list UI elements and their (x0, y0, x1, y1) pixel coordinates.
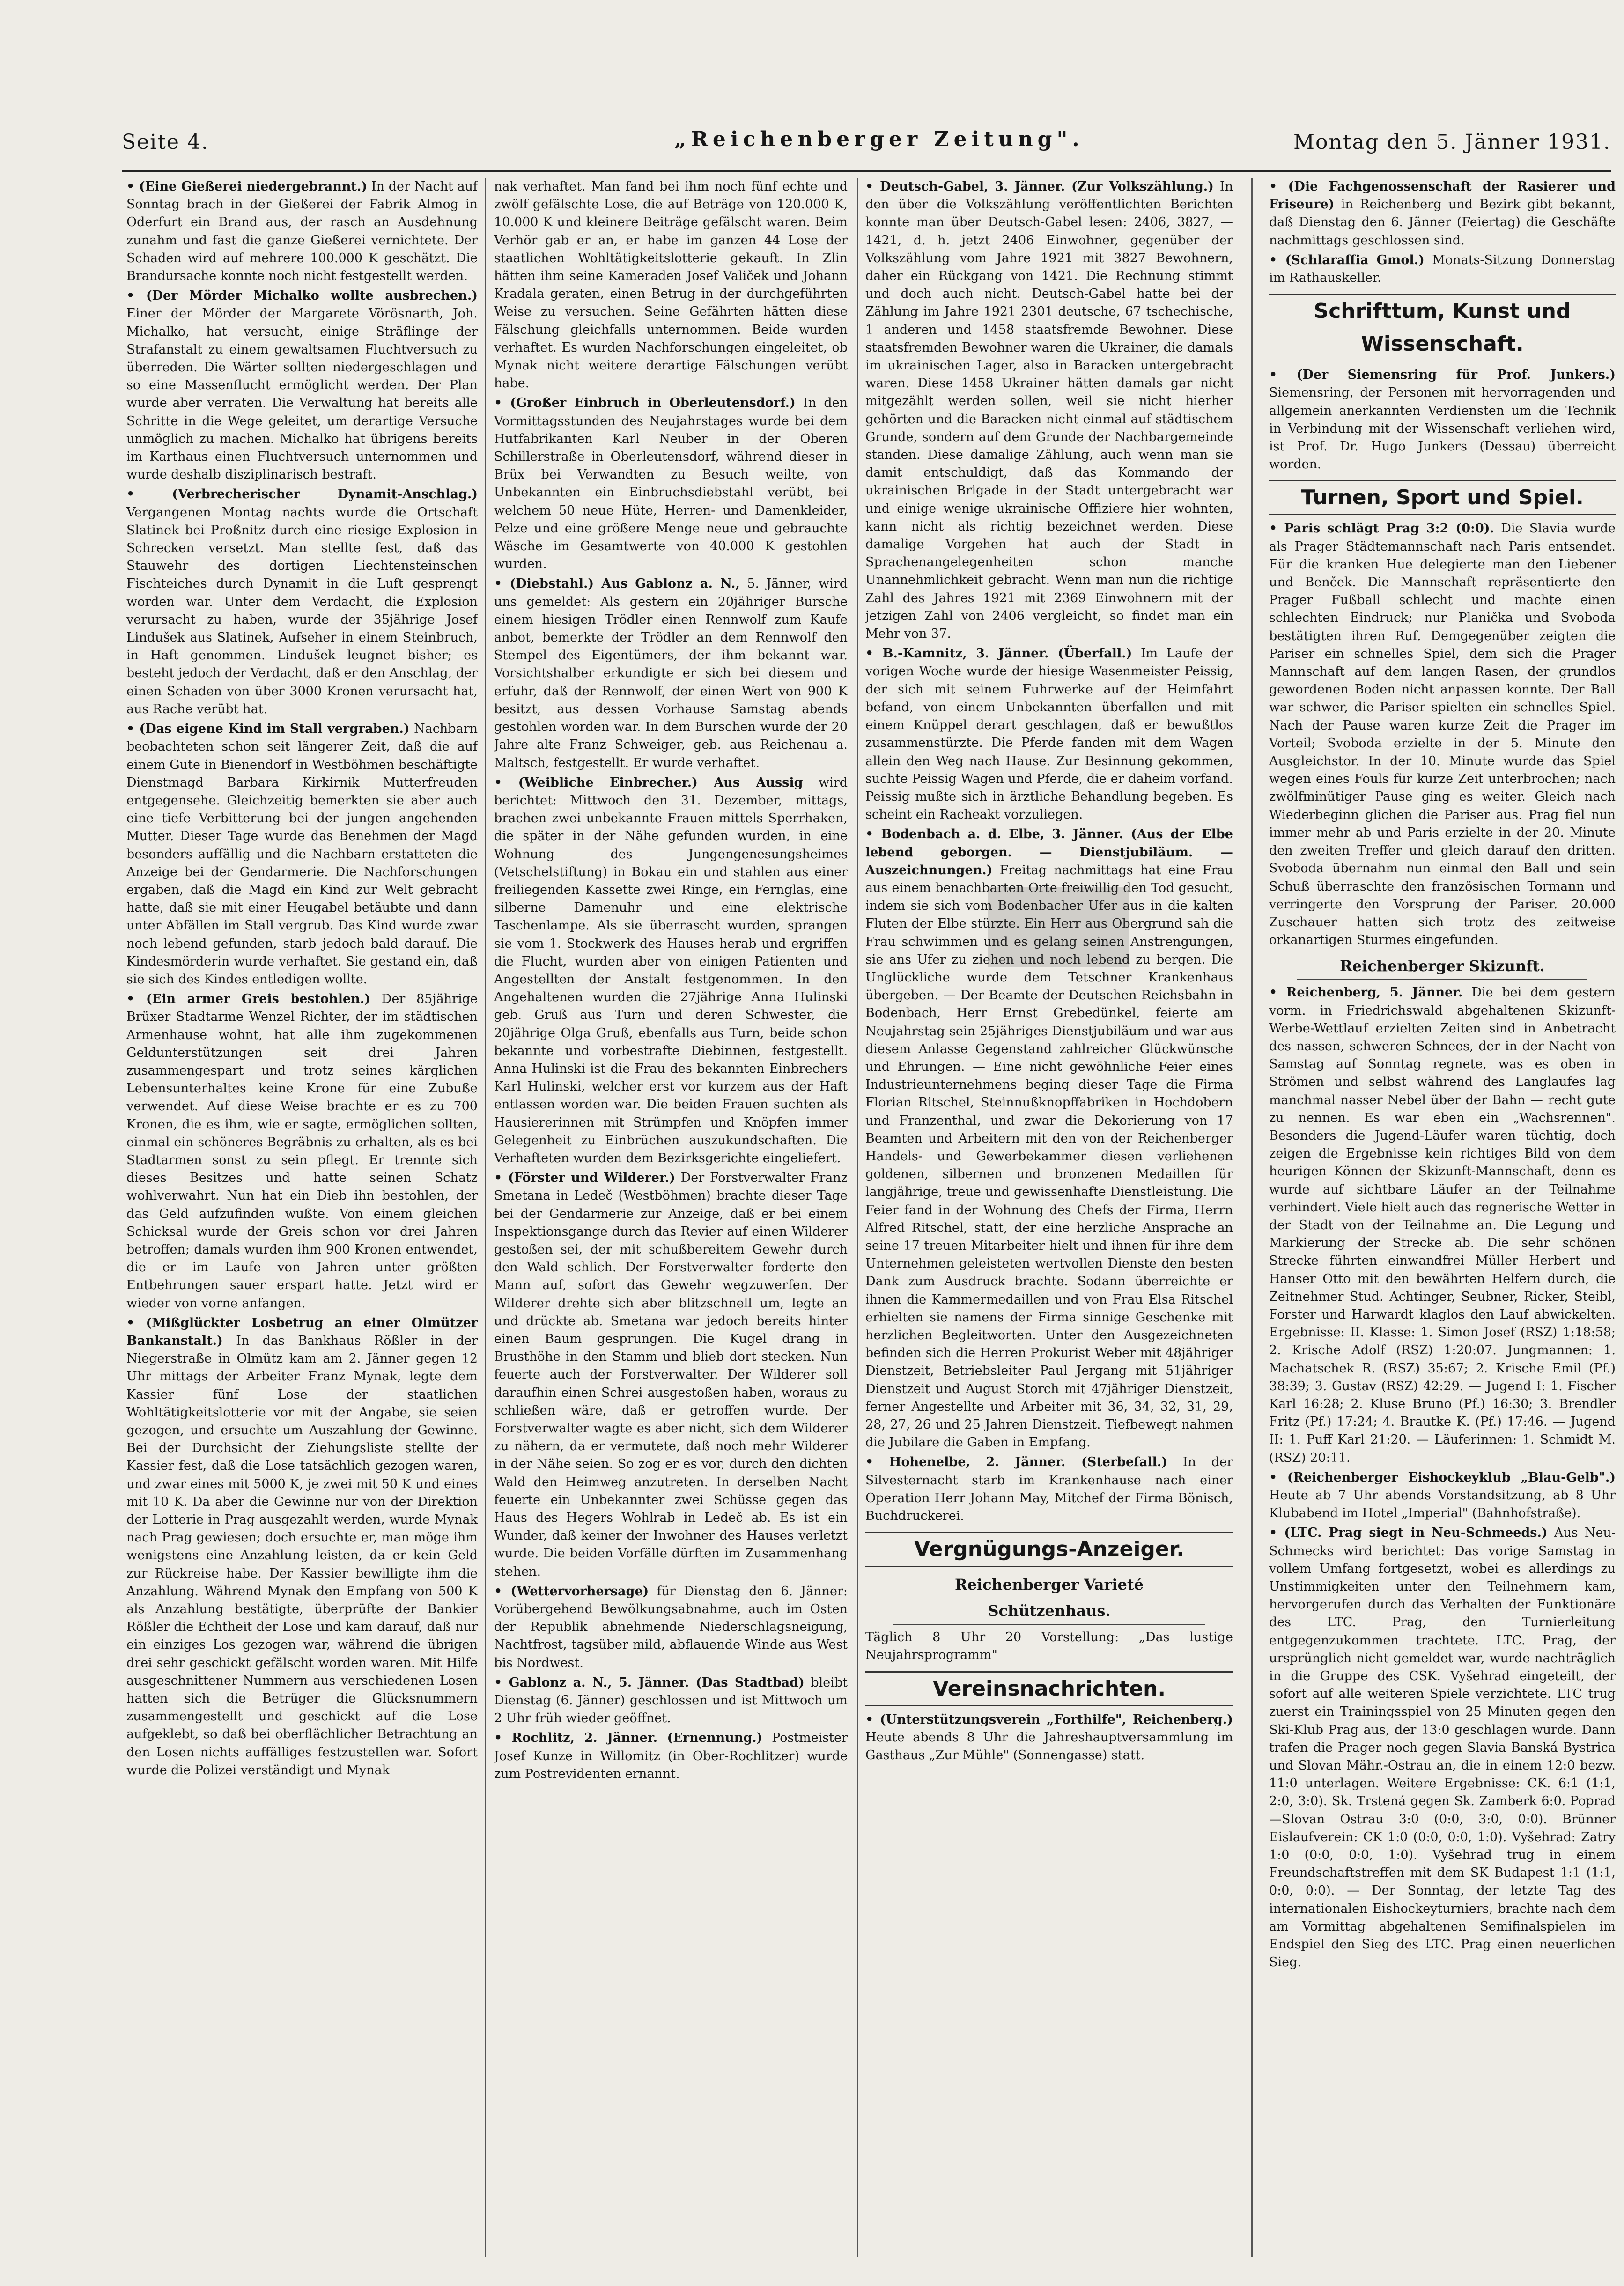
article (494, 774, 848, 1167)
article (494, 1583, 848, 1672)
article-headline: Rochlitz, 2. Jänner. (Ernennung.) (511, 1731, 763, 1746)
article-body: Täglich 8 Uhr 20 Vorstellung: „Das lustige Neujahrsprogramm" (865, 1630, 1233, 1663)
article (126, 720, 478, 988)
article-body: Die Slavia wurde als Prager Städtemannschaft nach Paris entsendet. Für die kranken Hue delegierte man den Liebener und Benček. Die Mannschaft repräsentierte den Prager Fußball schlecht und machte einen schlechten Eindruck; nur Planička und Svoboda bestätigten ihren Ruf. Demgegenüber zeigten die Pariser ein schnelles Spiel, dem sich die Prager Mannschaft auf dem langen Rasen, der grundlos gewordenen Boden nicht anpassen konnte. Der Ball war schwer, die Pariser spielten ein schnelles Spiel. Nach der Pause waren kurze Zeit die Prager im Vorteil; Svoboda erzielte in der 5. Minute den Ausgleichstor. In der 10. Minute wurde das Spiel wegen eines Fouls für kurze Zeit unterbrochen; nach zwölfminütiger Pause ging es weiter. Gleich nach Wiederbeginn glichen die Pariser aus. Prag fiel nun immer mehr ab und Paris erzielte in der 20. Minute den zweiten Treffer und gleich darauf den dritten. Svoboda übernahm nun einmal den Ball und sein Schuß überraschte den französischen Tormann und verringerte den Vorsprung der Pariser. 20.000 Zuschauer hatten sich trotz des zeitweise orkanartigen Sturmes eingefunden. (1269, 521, 1616, 948)
column-divider (1251, 178, 1253, 2257)
article (126, 990, 478, 1313)
article-body: 5. Jänner, wird uns gemeldet: Als gestern ein 20jähriger Bursche einem hiesigen Trödler einen Rennwolf zum Kaufe anbot, bemerkte der Trödler an dem Rennwolf den Stempel des Eigentümers, der ihm bekannt war. Vorsichtshalber erkundigte er sich bei diesem und erfuhr, daß der Rennwolf, der einen Wert von 900 K besitzt, aus dessen Vorhause Samstag abends gestohlen worden war. In dem Burschen wurde der 20 Jahre alte Franz Schweiger, geb. aus Reichenau a. Maltsch, festgestellt. Er wurde verhaftet. (494, 576, 848, 770)
article-headline: (Eine Gießerei niedergebrannt.) (139, 179, 368, 194)
article (865, 1629, 1233, 1664)
article (494, 1674, 848, 1728)
section-heading: Turnen, Sport und Spiel. (1269, 480, 1616, 515)
article-bullet: • (865, 1455, 889, 1470)
article-bullet: • (494, 775, 518, 790)
article-headline: (Verbrecherischer Dynamit-Anschlag.) (172, 487, 478, 502)
article-headline: (Ein armer Greis bestohlen.) (146, 992, 370, 1007)
article-bullet: • (865, 646, 883, 661)
article (126, 178, 478, 285)
article-bullet: • (1269, 1470, 1287, 1485)
article (1269, 520, 1616, 949)
article-headline: (Der Mörder Michalko wollte ausbrechen.) (146, 288, 478, 303)
article-headline: (Mißglückter Losbetrug an einer Olmützer Bankanstalt.) (126, 1315, 478, 1348)
article-headline: (Diebstahl.) Aus Gablonz a. N., (509, 576, 740, 591)
article (1269, 178, 1616, 250)
article-body: In der Silvesternacht starb im Krankenhause nach einer Operation Herr Johann May, Mitchef der Firma Bönisch, Buchdruckerei. (865, 1455, 1233, 1524)
article-headline: (LTC. Prag siegt in Neu-Schmeeds.) (1284, 1526, 1548, 1541)
section-heading: Vereinsnachrichten. (865, 1671, 1233, 1706)
article-body: In den Vormittagsstunden des Neujahrstages wurde bei dem Hutfabrikanten Karl Neuber in der Oberen Schillerstraße in Oberleutensdorf, während dieser in Brüx bei Verwandten zu Besuch weilte, von Unbekannten ein Einbruchsdiebstahl verübt, bei welchem 50 neue Hüte, Herren- und Damenkleider, Pelze und eine größere Menge neue und gebrauchte Wäsche im Gesamtwerte von 40.000 K gestohlen wurden. (494, 396, 848, 572)
page-header (122, 125, 1611, 163)
article-body: Heute abends 8 Uhr die Jahreshauptversammlung im Gasthaus „Zur Mühle" (Sonnengasse) statt. (865, 1730, 1233, 1763)
article (1269, 251, 1616, 287)
column-3 (865, 178, 1233, 2257)
article (494, 1729, 848, 1783)
article-body: in Reichenberg und Bezirk gibt bekannt, daß Dienstag den 6. Jänner (Feiertag) die Geschäfte nachmittags geschlossen sind. (1269, 197, 1616, 248)
article-bullet: • (494, 1731, 512, 1746)
article-bullet: • (494, 396, 510, 411)
article-bullet: • (126, 288, 146, 303)
article-body: Einer der Mörder der Margarete Vörösnarth, Joh. Michalko, hat versucht, einige Sträflinge der Strafanstalt zu einem gewaltsamen Fluchtversuch zu überreden. Die Wärter sollten niedergeschlagen und so eine Massenflucht ermöglicht werden. Der Plan wurde aber verraten. Die Verwaltung hat bereits alle Schritte in die Wege geleitet, um derartige Versuche unmöglich zu machen. Michalko hat übrigens bereits im Karthaus einen Fluchtversuch unternommen und wurde deshalb disziplinarisch bestraft. (126, 306, 478, 482)
article-bullet: • (494, 1584, 511, 1599)
issue-date: Montag den 5. Jänner 1931. (1293, 130, 1611, 154)
article-headline: Paris schlägt Prag 3:2 (0:0). (1284, 521, 1494, 536)
article (865, 1711, 1233, 1765)
newspaper-title: „Reichenberger Zeitung". (674, 127, 1084, 151)
article (494, 575, 848, 772)
article (126, 287, 478, 484)
article-headline: (Der Siemensring für Prof. Junkers.) (1296, 368, 1616, 383)
article-headline: Gablonz a. N., 5. Jänner. (Das Stadtbad) (509, 1675, 805, 1690)
article-headline: (Weibliche Einbrecher.) Aus Aussig (518, 775, 803, 790)
column-divider (485, 178, 486, 2257)
article (126, 1314, 478, 1779)
article (1269, 366, 1616, 473)
article (865, 645, 1233, 824)
article-headline: (Unterstützungsverein „Forthilfe", Reichenberg.) (879, 1712, 1233, 1727)
article-body: In das Bankhaus Rößler in der Niegerstraße in Olmütz kam am 2. Jänner gegen 12 Uhr mittags der Arbeiter Franz Mynak, legte dem Kassier fünf Lose der staatlichen Wohltätigkeitslotterie vor mit der Angabe, sie seien gezogen, und ersuchte um Auszahlung der Gewinne. Bei der Durchsicht der Ziehungsliste stellte der Kassier fest, daß die Lose tatsächlich gezogen waren, und zwar eines mit 5000 K, je zwei mit 50 K und eines mit 10 K. Da aber die Gewinne nur von der Direktion der Lotterie in Prag ausgezahlt werden, wurde Mynak nach Prag gewiesen; doch ersuchte er, man möge ihm wenigstens eine Anzahlung leisten, da er kein Geld zur Rückreise habe. Der Kassier bewilligte ihm die Anzahlung. Während Mynak den Empfang von 500 K als Anzahlung bestätigte, überprüfte der Bankier Rößler die Echtheit der Lose und kam darauf, daß nur ein einziges Los gezogen war, während die übrigen drei sehr geschickt gefälscht worden waren. Mit Hilfe ausgeschnittener Nummern aus verschiedenen Losen hatten sich die Betrüger die Glücksnummern zusammengestellt und geschickt auf die Lose aufgeklebt, so daß bei oberflächlicher Betrachtung an den Losen nichts auffälliges festzustellen war. Sofort wurde die Polizei verständigt und Mynak (126, 1334, 478, 1777)
article (494, 394, 848, 573)
section-heading: Schrifttum, Kunst und Wissenschaft. (1269, 294, 1616, 361)
article-body: Nachbarn beobachteten schon seit längerer Zeit, daß die auf einem Gute in Bienendorf in Westböhmen beschäftigte Dienstmagd Barbara Kirkirnik Mutterfreuden entgegensehe. Gleichzeitig bemerkten sie aber auch eine tiefe Verbitterung bei der jungen angehenden Mutter. Dieser Tage wurde das Benehmen der Magd besonders auffällig und die Nachbarn erstatteten die Anzeige bei der Gendarmerie. Die Nachforschungen ergaben, daß die Magd ein Kind zur Welt gebracht hatte, daß sie mit einer Heugabel betäubte und dann unter Abfällen im Stall vergrub. Das Kind wurde zwar noch lebend gefunden, starb jedoch bald darauf. Die Kindesmörderin wurde verhaftet. Sie gestand ein, daß sie sich des Kindes entledigen wollte. (126, 722, 478, 987)
page-number: Seite 4. (122, 130, 209, 154)
article-headline: (Förster und Wilderer.) (508, 1171, 675, 1186)
column-2 (494, 178, 848, 2257)
article-headline: (Das eigene Kind im Stall vergraben.) (139, 722, 410, 737)
article-headline: Deutsch-Gabel, 3. Jänner. (Zur Volkszählung.) (880, 179, 1214, 194)
article-bullet: • (126, 487, 172, 502)
header-rule (122, 170, 1611, 172)
article-body: In der Nacht auf Sonntag brach in der Gießerei der Fabrik Almog in Oderfurt ein Brand aus, der rasch an Ausdehnung zunahm und fast die ganze Gießerei vernichtete. Der Schaden wird auf mehrere 100.000 K geschätzt. Die Brandursache konnte noch nicht festgestellt werden. (126, 179, 478, 284)
article (1269, 1469, 1616, 1523)
article-body: Monats-Sitzung Donnerstag im Rathauskeller. (1269, 252, 1616, 286)
article-headline: (Großer Einbruch in Oberleutensdorf.) (510, 396, 796, 411)
article-headline: Reichenberg, 5. Jänner. (1286, 985, 1463, 1000)
article-body: Der 85jährige Brüxer Stadtarme Wenzel Richter, der im städtischen Armenhause wohnt, hat alle ihm zugekommenen Geldunterstützungen seit drei Jahren zusammengespart und trotz seines kärglichen Lebensunterhaltes keine Krone für eine Zubuße verwendet. Auf diese Weise brachte er es zu 700 Kronen, die es ihm, wie er sagte, ermöglichen sollten, einmal ein schöneres Begräbnis zu erhalten, als es bei Stadtarmen sonst zu sein pflegt. Er trennte sich dieses Besitzes und hatte seinen Schatz wohlverwahrt. Nun hat ein Dieb ihn bestohlen, der das Geld aufzufinden wußte. Von einem gleichen Schicksal wurde der Greis schon vor drei Jahren betroffen; damals wurden ihm 900 Kronen entwendet, die er im Laufe von Jahren unter größten Entbehrungen sauer erspart hatte. Jetzt wird er wieder von vorne anfangen. (126, 992, 478, 1311)
article-body: Die bei dem gestern vorm. in Friedrichswald abgehaltenen Skizunft-Werbe-Wettlauf erzielten Zeiten sind in Anbetracht des nassen, schweren Schnees, der in der Nacht von Samstag auf Sonntag regnete, was es oben in Strömen und selbst während des Langlaufes lag manchmal nasser Nebel über der Bahn — recht gute zu nennen. Es war eben ein „Wachsrennen". Besonders die Jugend-Läufer waren tüchtig, doch zeigen die Ergebnisse kein richtiges Bild von dem heurigen Können der Skizunft-Mannschaft, denn es wurde auf sichtbare Läufer an der Teilnahme verhindert. Viele hielt auch das regnerische Wetter in der Stadt von der Teilnahme an. Die Legung und Markierung der Strecke ab. Die sehr schönen Strecke führten einwandfrei Müller Herbert und Hanser Otto mit den bewährten Helfern durch, die Zeitnehmer Stud. Achtinger, Seubner, Ricker, Steibl, Forster und Harwardt klaglos den Lauf abwickelten. Ergebnisse: II. Klasse: 1. Simon Josef (RSZ) 1:18:58; 2. Krische Adolf (RSZ) 1:20:07. Jungmannen: 1. Machatschek R. (RSZ) 35:67; 2. Krische Emil (Pf.) 38:39; 3. Gustav (RSZ) 42:29. — Jugend I: 1. Fischer Karl 16:28; 2. Kluse Bruno (Pf.) 16:30; 3. Brendler Fritz (Pf.) 17:24; 4. Brautke K. (Pf.) 17:46. — Jugend II: 1. Puff Karl 21:20. — Läuferinnen: 1. Schmidt M. (RSZ) 20:11. (1269, 985, 1616, 1465)
article-bullet: • (1269, 521, 1284, 536)
article-body: Freitag nachmittags hat eine Frau aus einem benachbarten Orte freiwillig den Tod gesucht, indem sie sich vom Bodenbacher Ufer aus in die kalten Fluten der Elbe stürzte. Ein Herr aus Obergrund sah die Frau schwimmen und es gelang seinen Anstrengungen, sie ans Ufer zu ziehen und noch lebend zu bergen. Die Unglückliche wurde dem Tetschner Krankenhaus übergeben. — Der Beamte der Deutschen Reichsbahn in Bodenbach, Herr Ernst Grebedünkel, feierte am Neujahrstag sein 25jähriges Dienstjubiläum und war aus diesem Anlasse Gegenstand zahlreicher Glückwünsche und Ehrungen. — Eine nicht gewöhnliche Feier eines Industrieunternehmens beging dieser Tage die Firma Florian Ritschel, Steinnußknopffabriken in Hochdobern und Franzenthal, und zwar die Dekorierung von 17 Beamten und Arbeitern mit den von der Reichenberger Handels- und Gewerbekammer diesen verliehenen goldenen, silbernen und bronzenen Medaillen für langjährige, treue und gewissenhafte Dienstleistung. Die Feier fand in der Wohnung des Chefs der Firma, Herrn Alfred Ritschel, statt, der eine herzliche Ansprache an seine 17 treuen Mitarbeiter hielt und ihnen für ihre dem Unternehmen geleisteten wertvollen Dienste den besten Dank zum Ausdruck brachte. Sodann überreichte er ihnen die Kammermedaillen und von Frau Elsa Ritschel erhielten sie namens der Firma sinnige Geschenke mit herzlichen Begleitworten. Unter den Ausgezeichneten befinden sich die Herren Prokurist Weber mit 48jähriger Dienstzeit, Betriebsleiter Paul Jergang mit 51jähriger Dienstzeit und August Storch mit 47jähriger Dienstzeit, ferner Angestellte und Arbeiter mit 36, 34, 32, 31, 29, 28, 27, 26 und 25 Jahren Dienstzeit. Tiefbewegt nahmen die Jubilare die Gaben in Empfang. (865, 863, 1233, 1450)
article-bullet: • (126, 1315, 146, 1330)
article (494, 178, 848, 392)
article-headline: (Wettervorhersage) (510, 1584, 649, 1599)
article-body: nak verhaftet. Man fand bei ihm noch fünf echte und zwölf gefälschte Lose, die auf Beträge von 120.000 K, 10.000 K und kleinere Beiträge gefälscht waren. Beim Verhör gab er an, er habe im ganzen 44 Lose der staatlichen Wohltätigkeitslotterie gekauft. In Zlin hätten ihm seine Kameraden Josef Valiček und Johann Kradala geraten, einen Betrug in der durchgeführten Weise zu versuchen. Seine Gefährten hätten diese Fälschung gleichfalls unternommen. Beide wurden verhaftet. Es wurden Nachforschungen eingeleitet, ob Mynak nicht weitere derartige Fälschungen verübt habe. (494, 179, 848, 391)
column-4 (1269, 178, 1616, 2257)
article-body: bleibt Dienstag (6. Jänner) geschlossen und ist Mittwoch um 2 Uhr früh wieder geöffnet. (494, 1675, 848, 1726)
article-body: Heute ab 7 Uhr abends Vorstandsitzung, ab 8 Uhr Klubabend im Hotel „Imperial" (Bahnhofstraße). (1269, 1488, 1616, 1521)
article (865, 1453, 1233, 1525)
article-headline: Hohenelbe, 2. Jänner. (Sterbefall.) (889, 1455, 1167, 1470)
article-headline: (Reichenberger Eishockeyklub „Blau-Gelb".) (1287, 1470, 1616, 1485)
article-headline: (Schlaraffia Gmol.) (1285, 252, 1425, 267)
article-body: Im Laufe der vorigen Woche wurde der hiesige Wasenmeister Peissig, der sich mit seinem Fuhrwerke auf der Heimfahrt befand, von einem Unbekannten überfallen und mit einem Knüppel derart geschlagen, daß er bewußtlos zusammenstürzte. Die Pferde fanden mit dem Wagen allein den Weg nach Hause. Zur Besinnung gekommen, suchte Peissig Wagen und Pferde, die er daheim vorfand. Peissig mußte sich in ärztliche Behandlung begeben. Es scheint ein Racheakt vorzuliegen. (865, 646, 1233, 822)
article-headline: B.-Kamnitz, 3. Jänner. (Überfall.) (882, 646, 1132, 661)
article-body: für Dienstag den 6. Jänner: Vorübergehend Bewölkungsabnahme, auch im Osten der Republik abnehmende Niederschlagsneigung, Nachtfrost, tagsüber mild, abflauende Winde aus West bis Nordwest. (494, 1584, 848, 1670)
article-body: Postmeister Josef Kunze in Willomitz (in Ober-Rochlitzer) wurde zum Postrevidenten ernannt. (494, 1731, 848, 1781)
article-headline: (Die Fachgenossenschaft der Rasierer und Friseure) (1269, 179, 1616, 212)
article-bullet: • (494, 1171, 508, 1186)
article-bullet: • (865, 827, 881, 842)
article-bullet: • (494, 1675, 509, 1690)
article (1269, 1524, 1616, 1971)
column-divider (857, 178, 858, 2257)
article-body: Vergangenen Montag nachts wurde die Ortschaft Slatinek bei Proßnitz durch eine riesige Explosion in Schrecken versetzt. Man stellte fest, daß das Stauwehr des dortigen Liechtensteinschen Fischteiches durch Dynamit in die Luft gesprengt worden war. Unter dem Verdacht, die Explosion verursacht zu haben, wurde der 35jährige Josef Lindušek aus Slatinek, Aufseher in einem Steinbruch, in Haft genommen. Lindušek leugnet bisher; es besteht jedoch der Verdacht, daß er den Anschlag, der einen Schaden von über 3000 Kronen verursacht hat, aus Rache verübt hat. (126, 505, 478, 716)
article-bullet: • (865, 179, 880, 194)
column-1 (126, 178, 478, 2257)
article (865, 178, 1233, 643)
article (126, 486, 478, 718)
article-bullet: • (865, 1712, 880, 1727)
article-body: wird berichtet: Mittwoch den 31. Dezember, mittags, brachen zwei unbekannte Frauen mittels Sperrhaken, die später in der Nähe gefunden wurden, in eine Wohnung des Jungengenesungsheimes (Vetschelstiftung) in Bokau ein und stahlen aus einer freiliegenden Kassette zwei Ringe, ein Fernglas, eine silberne Damenuhr und eine elektrische Taschenlampe. Als sie überrascht wurden, sprangen sie vom 1. Stockwerk des Hauses herab und ergriffen die Flucht, wurden aber von einigen Patienten und Angestellten der Anstalt festgenommen. In den Angehaltenen wurden die 27jährige Anna Hulinski geb. Gruß aus Turn und deren Schwester, die 20jährige Olga Gruß, ebenfalls aus Turn, beide schon bekannte und vorbestrafte Diebinnen, festgestellt. Anna Hulinski ist die Frau des bekannten Einbrechers Karl Hulinski, welcher erst vor kurzem aus der Haft entlassen worden war. Die beiden Frauen suchten als Hausiererinnen mit Strümpfen und Knöpfen immer Gelegenheit zu Einbrüchen auszukundschaften. Die Verhafteten wurden dem Bezirksgerichte eingeliefert. (494, 775, 848, 1165)
article-bullet: • (126, 992, 146, 1007)
article-bullet: • (1269, 179, 1288, 194)
sub-heading: Reichenberger Varieté Schützenhaus. (893, 1571, 1205, 1625)
article-bullet: • (126, 179, 139, 194)
article-body: In den über die Volkszählung veröffentlichten Berichten konnte man über Deutsch-Gabel lesen: 2406, 3827, —1421, d. h. jetzt 2406 Einwohner, gegenüber der Volkszählung vom Jahre 1921 mit 3827 Bewohnern, daher ein Rückgang von 1421. Die Rechnung stimmt und doch auch nicht. Deutsch-Gabel hatte bei der Zählung im Jahre 1921 2301 deutsche, 67 tschechische, 1 anderen und 1458 staatsfremde Bewohner. Diese staatsfremden Bewohner waren die Ukrainer, die damals im ukrainischen Lager, also in Baracken untergebracht waren. Diese 1458 Ukrainer hätten damals gar nicht mitgezählt werden sollen, weil sie nicht hierher gehörten und die Baracken nicht einmal auf städtischem Grunde, sondern auf dem Grunde der Nachbargemeinde standen. Diese damalige Zählung, auch wenn man sie damit entschuldigt, daß das Kommando der ukrainischen Brigade in der Stadt untergebracht war und einige wenige ukrainische Offiziere hier wohnten, kann nicht als richtig bezeichnet werden. Diese damalige Vorgehen hat auch der Stadt in Sprachenangelegenheiten schon manche Unannehmlichkeit gebracht. Wenn man nun die richtige Zahl des Jahres 1921 mit 2369 Einwohnern mit der jetzigen Zahl von 2406 vergleicht, so findet man ein Mehr von 37. (865, 179, 1233, 642)
article-bullet: • (1269, 252, 1285, 267)
article (1269, 984, 1616, 1467)
article-body: Siemensring, der Personen mit hervorragenden und allgemein anerkannten Verdiensten um die Technik in Verbindung mit der Wissenschaft verliehen wird, ist Prof. Dr. Hugo Junkers (Dessau) überreicht worden. (1269, 385, 1616, 472)
section-heading: Vergnügungs-Anzeiger. (865, 1532, 1233, 1567)
sub-heading: Reichenberger Skizunft. (1297, 953, 1587, 980)
ink-smudge (988, 887, 1129, 967)
article (494, 1169, 848, 1581)
article-bullet: • (126, 722, 140, 737)
article-headline: Bodenbach a. d. Elbe, 3. Jänner. (Aus der Elbe lebend geborgen. — Dienstjubiläum. — Auszeichnungen.) (865, 827, 1233, 878)
article-bullet: • (494, 576, 510, 591)
article-body: Der Forstverwalter Franz Smetana in Ledeč (Westböhmen) brachte dieser Tage bei der Gendarmerie zur Anzeige, daß er bei einem Inspektionsgange durch das Revier auf einen Wilderer gestoßen sei, der mit schußbereitem Gewehr durch den Wald schlich. Der Forstverwalter forderte den Mann auf, sofort das Gewehr wegzuwerfen. Der Wilderer drehte sich aber blitzschnell um, legte an und drückte ab. Smetana war jedoch bereits hinter einen Baum gesprungen. Die Kugel drang in Brusthöhe in den Stamm und blieb dort stecken. Nun feuerte auch der Forstverwalter. Der Wilderer soll daraufhin einen Schrei ausgestoßen haben, woraus zu schließen wäre, daß er getroffen wurde. Der Forstverwalter wagte es aber nicht, sich dem Wilderer zu nähern, da er vermutete, daß noch mehr Wilderer in der Nähe seien. So zog er es vor, durch den dichten Wald den Heimweg anzutreten. In derselben Nacht feuerte ein Unbekannter zwei Schüsse gegen das Haus des Hegers Wohlrab in Ledeč ab. Es ist ein Wunder, daß keiner der Inwohner des Hauses verletzt wurde. Die beiden Vorfälle dürften im Zusammenhang stehen. (494, 1171, 848, 1579)
article-bullet: • (1269, 368, 1297, 383)
article-bullet: • (1269, 1526, 1284, 1541)
article-bullet: • (1269, 985, 1286, 1000)
article-body: Aus Neu-Schmecks wird berichtet: Das vorige Samstag in vollem Umfang fortgesetzt, wobei es allerdings zu Unstimmigkeiten unter den Teilnehmern kam, hervorgerufen durch das Verhalten der Funktionäre des LTC. Prag, den Turnierleitung entgegenzukommen trachtete. LTC. Prag, der ursprünglich nicht gemeldet war, wurde nachträglich in die Gruppe des CSK. Vyšehrad eingeteilt, der sofort auf alle weiteren Spiele verzichtete. LTC trug zuerst ein Trainingsspiel von 25 Minuten gegen den Ski-Klub Prag aus, der 13:0 geschlagen wurde. Dann trafen die Prager noch gegen Slavia Banská Bystrica und Slovan Mähr.-Ostrau an, die in einem 12:0 bezw. 11:0 unterlagen. Weitere Ergebnisse: CK. 6:1 (1:1, 2:0, 3:0). Sk. Trstená gegen Sk. Zamberk 6:0. Poprad—Slovan Ostrau 3:0 (0:0, 3:0, 0:0). Brünner Eislaufverein: CK 1:0 (0:0, 0:0, 1:0). Vyšehrad: Zatry 1:0 (0:0, 0:0, 1:0). Vyšehrad trug in einem Freundschaftstreffen mit dem SK Budapest 1:1 (1:1, 0:0, 0:0). — Der Sonntag, der letzte Tag des internationalen Eishockeyturniers, brachte nach dem am Vormittag abgehaltenen Semifinalspielen im Endspiel den Sieg des LTC. Prag einen neuerlichen Sieg. (1269, 1526, 1616, 1970)
